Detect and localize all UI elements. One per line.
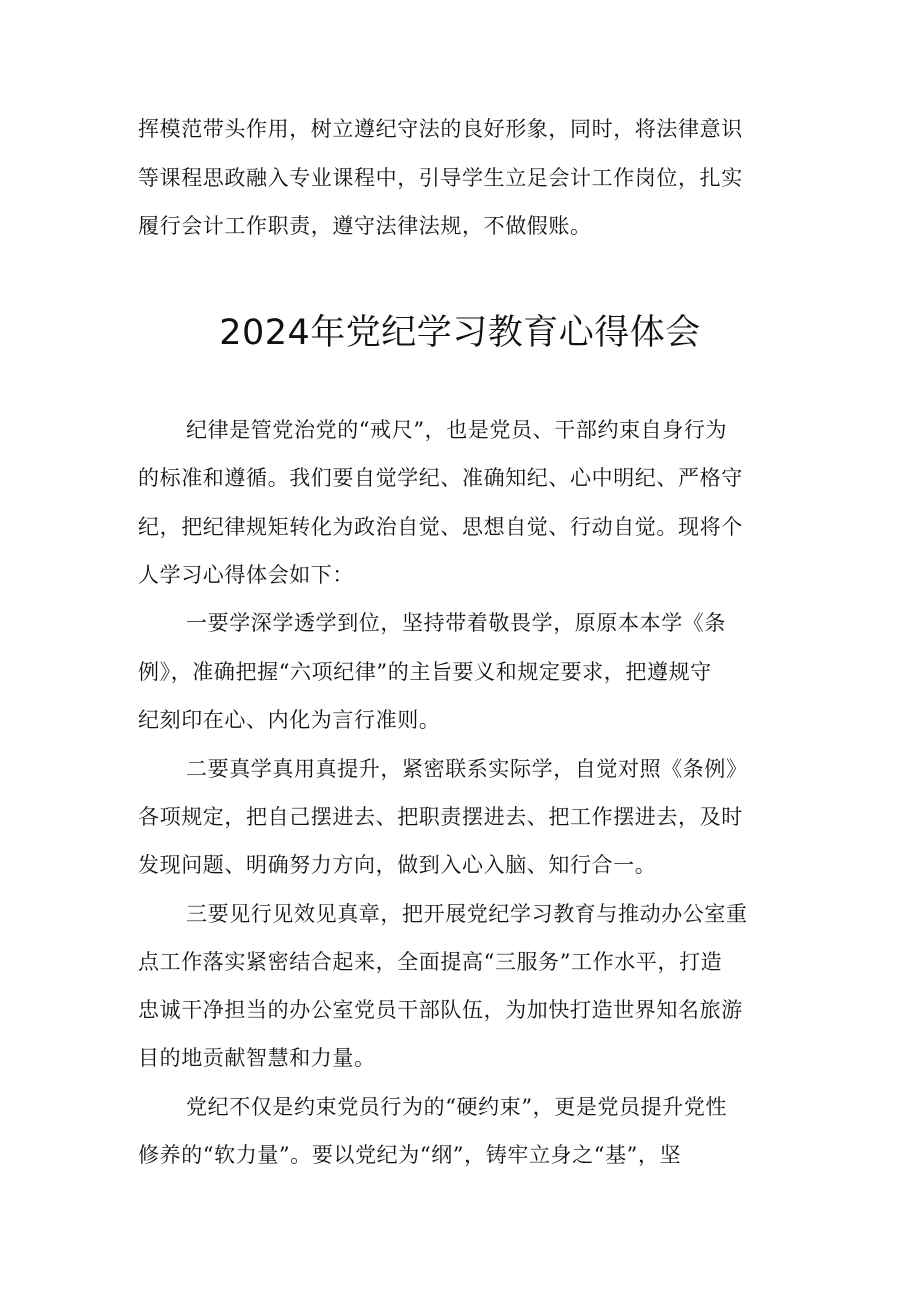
- paragraph-line: 二要真学真用真提升，紧密联系实际学，自觉对照《条例》: [186, 757, 748, 781]
- paragraph-line: 点工作落实紧密结合起来，全面提高“三服务”工作水平，打造: [138, 950, 723, 974]
- intro-line: 履行会计工作职责，遵守法律法规，不做假账。: [138, 214, 592, 238]
- paragraph-line: 例》，准确把握“六项纪律”的主旨要义和规定要求，把遵规守: [138, 660, 712, 684]
- paragraph-line: 党纪不仅是约束党员行为的“硬约束”，更是党员提升党性: [186, 1095, 728, 1119]
- paragraph-line: 的标准和遵循。我们要自觉学纪、准确知纪、心中明纪、严格守: [138, 466, 743, 490]
- paragraph-line: 纪律是管党治党的“戒尺”，也是党员、干部约束自身行为: [186, 418, 728, 442]
- paragraph-line: 三要见行见效见真章，把开展党纪学习教育与推动办公室重: [186, 902, 748, 926]
- document-title: 2024年党纪学习教育心得体会: [219, 313, 701, 353]
- paragraph-line: 修养的“软力量”。要以党纪为“纲”，铸牢立身之“基”，坚: [138, 1143, 682, 1167]
- intro-line: 等课程思政融入专业课程中，引导学生立足会计工作岗位，扎实: [138, 166, 743, 190]
- paragraph-line: 忠诚干净担当的办公室党员干部队伍，为加快打造世界知名旅游: [138, 998, 743, 1022]
- intro-line: 挥模范带头作用，树立遵纪守法的良好形象，同时，将法律意识: [138, 117, 743, 141]
- paragraph-line: 发现问题、明确努力方向，做到入心入脑、知行合一。: [138, 853, 657, 877]
- paragraph-line: 纪，把纪律规矩转化为政治自觉、思想自觉、行动自觉。现将个: [138, 515, 743, 539]
- paragraph-line: 目的地贡献智慧和力量。: [138, 1046, 376, 1070]
- paragraph-line: 人学习心得体会如下：: [138, 563, 354, 587]
- paragraph-line: 一要学深学透学到位，坚持带着敬畏学，原原本本学《条: [186, 611, 726, 635]
- paragraph-line: 纪刻印在心、内化为言行准则。: [138, 708, 441, 732]
- paragraph-line: 各项规定，把自己摆进去、把职责摆进去、把工作摆进去，及时: [138, 805, 743, 829]
